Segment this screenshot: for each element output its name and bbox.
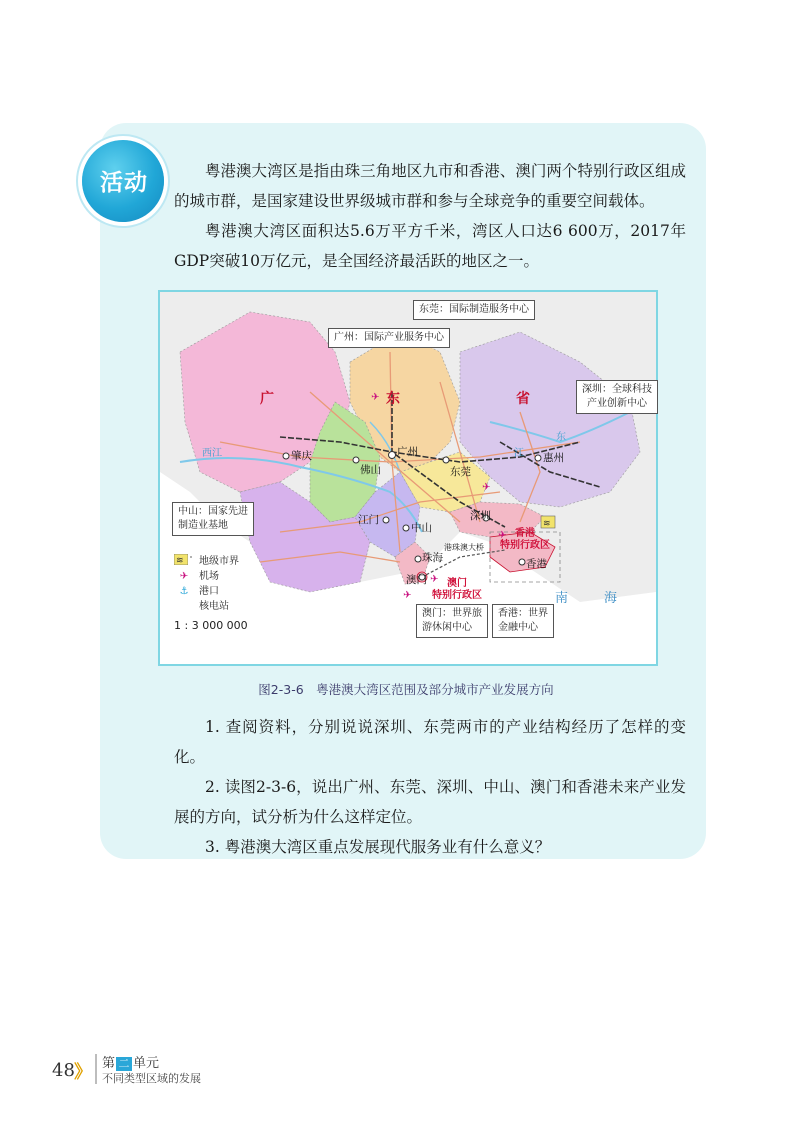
callout-shenzhen-line2: 产业创新中心 bbox=[587, 398, 647, 409]
intro-paragraph-2: 粤港澳大湾区面积达5.6万平方千米，湾区人口达6 600万，2017年GDP突破10万亿元，是全国经济最活跃的地区之一。 bbox=[174, 222, 686, 270]
city-huizhou: 惠州 bbox=[543, 452, 564, 464]
callout-zhongshan-line2: 制造业基地 bbox=[178, 520, 228, 531]
province-char-1: 广 bbox=[260, 391, 274, 407]
page-number: 48 bbox=[52, 1060, 75, 1081]
unit-number-box: 二 bbox=[116, 1057, 132, 1071]
callout-hongkong-line1: 香港：世界 bbox=[498, 608, 548, 619]
city-macao: 澳门 bbox=[406, 574, 427, 586]
question-3: 3. 粤港澳大湾区重点发展现代服务业有什么意义？ bbox=[205, 838, 551, 856]
province-char-3: 省 bbox=[516, 391, 530, 407]
callout-shenzhen bbox=[576, 380, 658, 414]
figure-caption: 图2-3-6 粤港澳大湾区范围及部分城市产业发展方向 bbox=[258, 682, 554, 697]
svg-text:≋: ≋ bbox=[543, 519, 551, 529]
river-jiang: 江 bbox=[514, 448, 524, 459]
province-char-2: 东 bbox=[386, 391, 400, 407]
badge-label: 活动 bbox=[100, 170, 148, 196]
question-2: 2. 读图2-3-6，说出广州、东莞、深圳、中山、澳门和香港未来产业发展的方向，试分析为什么这样定位。 bbox=[174, 778, 686, 826]
callout-hongkong bbox=[492, 604, 554, 638]
legend-boundary: 地级市界 bbox=[199, 556, 239, 567]
hk-sar-label bbox=[500, 528, 550, 552]
hk-sar-line2: 特别行政区 bbox=[500, 540, 550, 551]
callout-macao-line1: 澳门：世界旅 bbox=[422, 608, 482, 619]
river-dong: 东 bbox=[556, 432, 566, 443]
svg-text:✈: ✈ bbox=[498, 530, 507, 541]
callout-zhongshan-line1: 中山：国家先进 bbox=[178, 506, 248, 517]
footer-divider bbox=[95, 1054, 97, 1084]
city-hongkong: 香港 bbox=[526, 558, 547, 570]
callout-shenzhen-line1: 深圳：全球科技 bbox=[582, 384, 652, 395]
city-zhongshan: 中山 bbox=[411, 522, 432, 534]
mo-sar-line2: 特别行政区 bbox=[432, 590, 482, 601]
callout-guangzhou: 广州：国际产业服务中心 bbox=[328, 328, 450, 348]
legend-nuclear: ≋ 核电站 bbox=[176, 556, 229, 612]
unit-subtitle: 不同类型区域的发展 bbox=[102, 1072, 201, 1085]
callout-dongguan: 东莞：国际制造服务中心 bbox=[413, 300, 535, 320]
port-icon: ⚓ bbox=[179, 586, 189, 597]
map-legend bbox=[174, 554, 248, 633]
callout-macao-line2: 游休闲中心 bbox=[422, 622, 472, 633]
map-scale: 1 : 3 000 000 bbox=[174, 619, 248, 632]
activity-badge bbox=[72, 128, 172, 228]
intro-paragraph-1: 粤港澳大湾区是指由珠三角地区九市和香港、澳门两个特别行政区组成的城市群，是国家建设世界级城市群和参与全球竞争的重要空间载体。 bbox=[174, 162, 686, 210]
svg-text:✈: ✈ bbox=[482, 482, 491, 493]
svg-text:✈: ✈ bbox=[430, 574, 439, 585]
city-guangzhou: 广州 bbox=[397, 446, 418, 458]
city-shenzhen: 深圳 bbox=[470, 510, 491, 522]
hk-sar-line1: 香港 bbox=[515, 528, 535, 539]
activity-questions bbox=[174, 712, 686, 862]
svg-text:✈: ✈ bbox=[371, 392, 380, 403]
chevron-icon: 》 bbox=[74, 1062, 92, 1083]
mo-sar-line1: 澳门 bbox=[447, 578, 467, 589]
city-zhuhai: 珠海 bbox=[422, 552, 443, 564]
callout-zhongshan bbox=[172, 502, 254, 536]
bay-area-map bbox=[158, 290, 658, 666]
intro-text bbox=[174, 156, 686, 276]
city-zhaoqing: 肇庆 bbox=[291, 450, 312, 462]
legend-port: ⚓ 港口 bbox=[174, 584, 248, 599]
unit-title: 第 二 单元 bbox=[102, 1056, 160, 1071]
city-dongguan: 东莞 bbox=[450, 466, 471, 478]
river-xijiang: 西江 bbox=[202, 448, 222, 459]
city-foshan: 佛山 bbox=[360, 464, 381, 476]
mo-sar-label bbox=[432, 578, 482, 602]
hzm-bridge-label: 港珠澳大桥 bbox=[444, 543, 484, 552]
question-1: 1. 查阅资料，分别说说深圳、东莞两市的产业结构经历了怎样的变化。 bbox=[174, 718, 686, 766]
city-jiangmen: 江门 bbox=[358, 514, 379, 526]
callout-macao bbox=[416, 604, 488, 638]
callout-hongkong-line2: 金融中心 bbox=[498, 622, 538, 633]
legend-airport: ✈ 机场 bbox=[174, 569, 248, 584]
svg-text:✈: ✈ bbox=[403, 590, 412, 601]
sea-label-nan: 南 bbox=[555, 591, 569, 606]
airport-icon: ✈ bbox=[179, 571, 189, 582]
svg-text:≋: ≋ bbox=[176, 556, 184, 565]
sea-label-hai: 海 bbox=[604, 591, 618, 606]
